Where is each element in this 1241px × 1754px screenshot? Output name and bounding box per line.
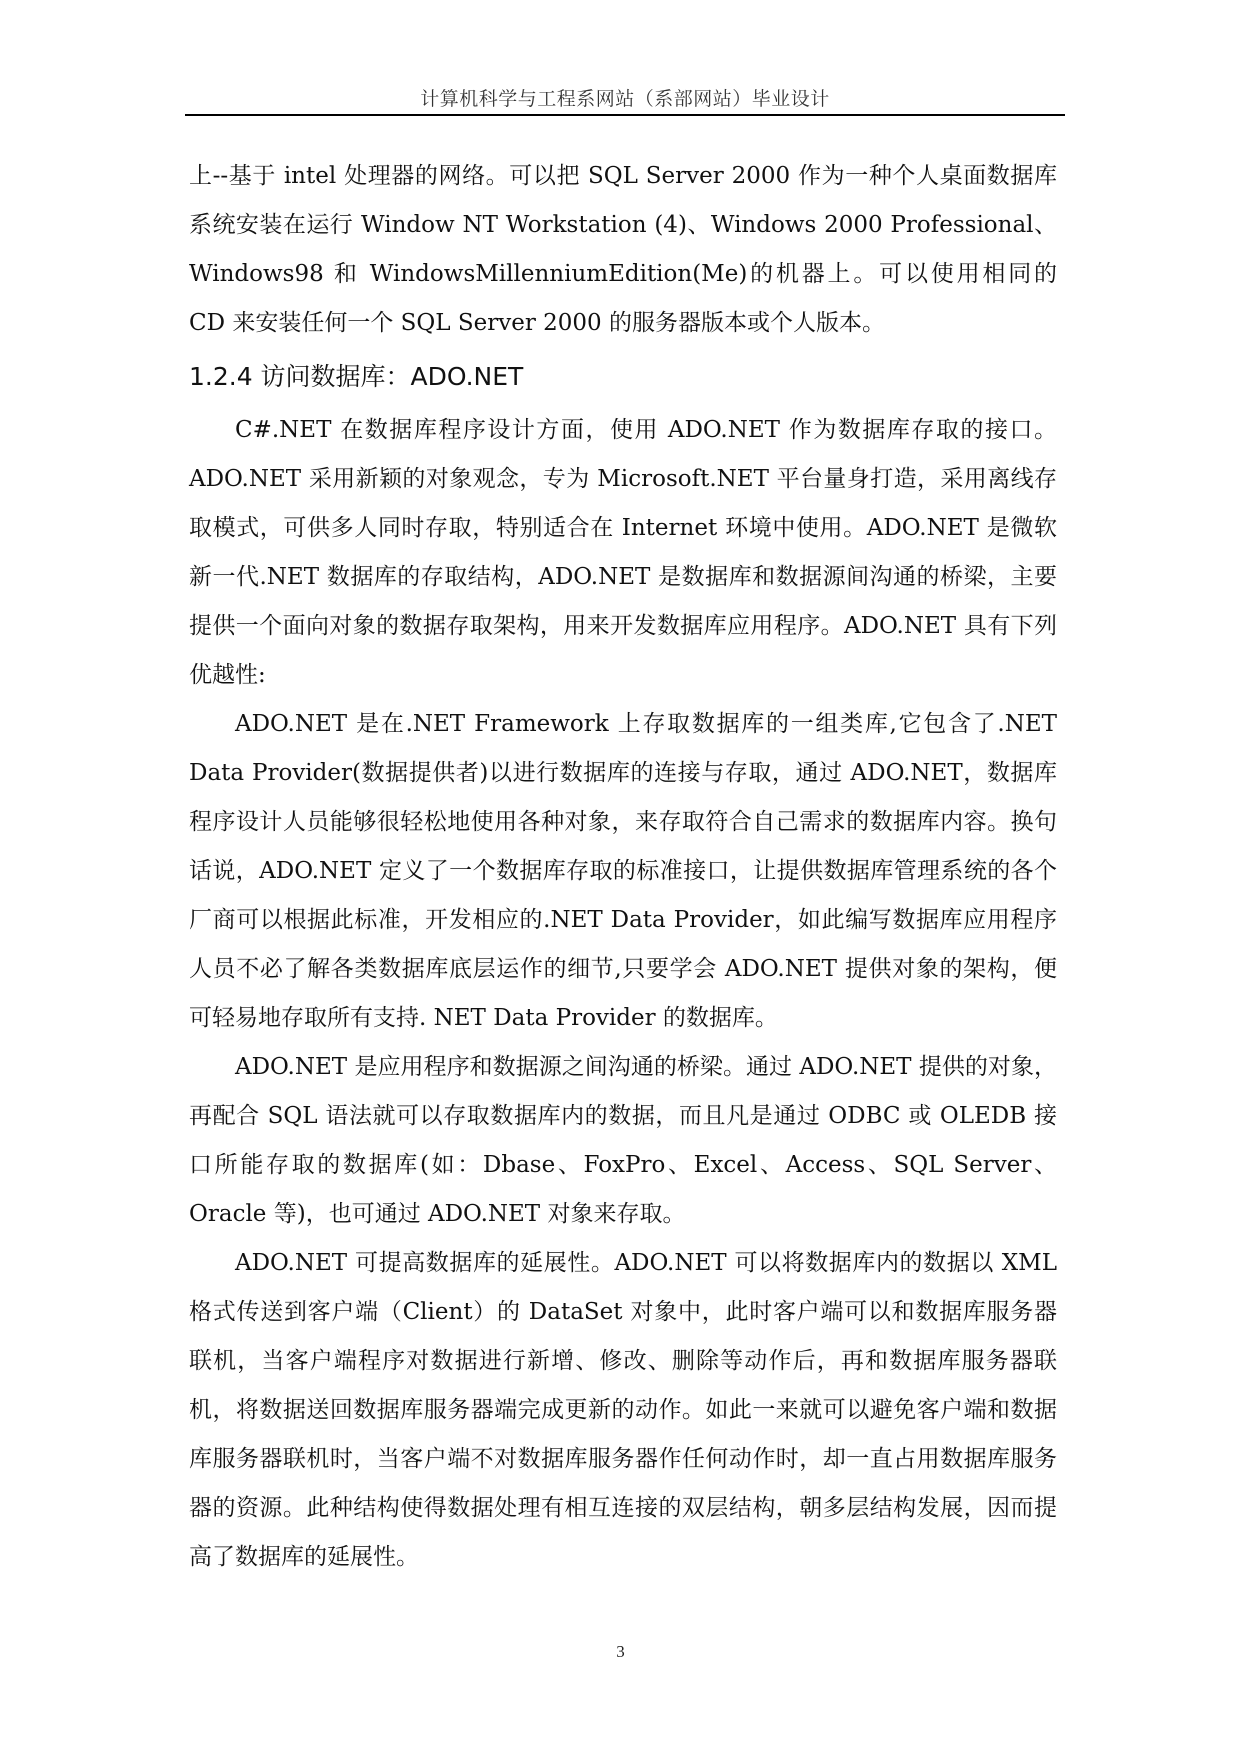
body-paragraph: ADO.NET 是在.NET Framework 上存取数据库的一组类库,它包含了.NET Data Provider(数据提供者)以进行数据库的连接与存取，通过 ADO.NET，数据库程序设计人员能够很轻松地使用各种对象，来存取符合自己需求的数据库内容。换句话说，ADO.NET 定义了一个数据库存取的标准接口，让提供数据库管理系统的各个厂商可以根据此标准，开发相应的.NET Data Provider，如此编写数据库应用程序人员不必了解各类数据库底层运作的细节,只要学会 ADO.NET 提供对象的架构，便可轻易地存取所有支持. NET Data Provider 的数据库。 <box>189 711 1057 1031</box>
header-divider <box>185 114 1065 116</box>
running-header: 计算机科学与工程系网站（系部网站）毕业设计 <box>420 88 830 110</box>
body-paragraph: C#.NET 在数据库程序设计方面，使用 ADO.NET 作为数据库存取的接口。ADO.NET 采用新颖的对象观念，专为 Microsoft.NET 平台量身打造，采用离线存取模式，可供多人同时存取，特别适合在 Internet 环境中使用。ADO.NET 是微软新一代.NET 数据库的存取结构，ADO.NET 是数据库和数据源间沟通的桥梁，主要提供一个面向对象的数据存取架构，用来开发数据库应用程序。ADO.NET 具有下列优越性: <box>189 417 1057 688</box>
body-paragraph: ADO.NET 可提高数据库的延展性。ADO.NET 可以将数据库内的数据以 XML 格式传送到客户端（Client）的 DataSet 对象中，此时客户端可以和数据库服务器联机，当客户端程序对数据进行新增、修改、删除等动作后，再和数据库服务器联机，将数据送回数据库服务器端完成更新的动作。如此一来就可以避免客户端和数据库服务器联机时，当客户端不对数据库服务器作任何动作时，却一直占用数据库服务器的资源。此种结构使得数据处理有相互连接的双层结构，朝多层结构发展，因而提高了数据库的延展性。 <box>189 1250 1057 1570</box>
page-number: 3 <box>616 1642 625 1661</box>
page-body <box>189 152 1057 1582</box>
body-paragraph: ADO.NET 是应用程序和数据源之间沟通的桥梁。通过 ADO.NET 提供的对象，再配合 SQL 语法就可以存取数据库内的数据，而且凡是通过 ODBC 或 OLEDB 接口所能存取的数据库(如：Dbase、FoxPro、Excel、Access、SQL Server、Oracle 等)，也可通过 ADO.NET 对象来存取。 <box>189 1054 1057 1227</box>
section-heading: 1.2.4 访问数据库：ADO.NET <box>189 362 524 391</box>
body-paragraph-continued: 上--基于 intel 处理器的网络。可以把 SQL Server 2000 作为一种个人桌面数据库系统安装在运行 Window NT Workstation (4)、Windows 2000 Professional、Windows98 和 WindowsMillenniumEdition(Me)的机器上。可以使用相同的 CD 来安装任何一个 SQL Server 2000 的服务器版本或个人版本。 <box>189 163 1057 336</box>
